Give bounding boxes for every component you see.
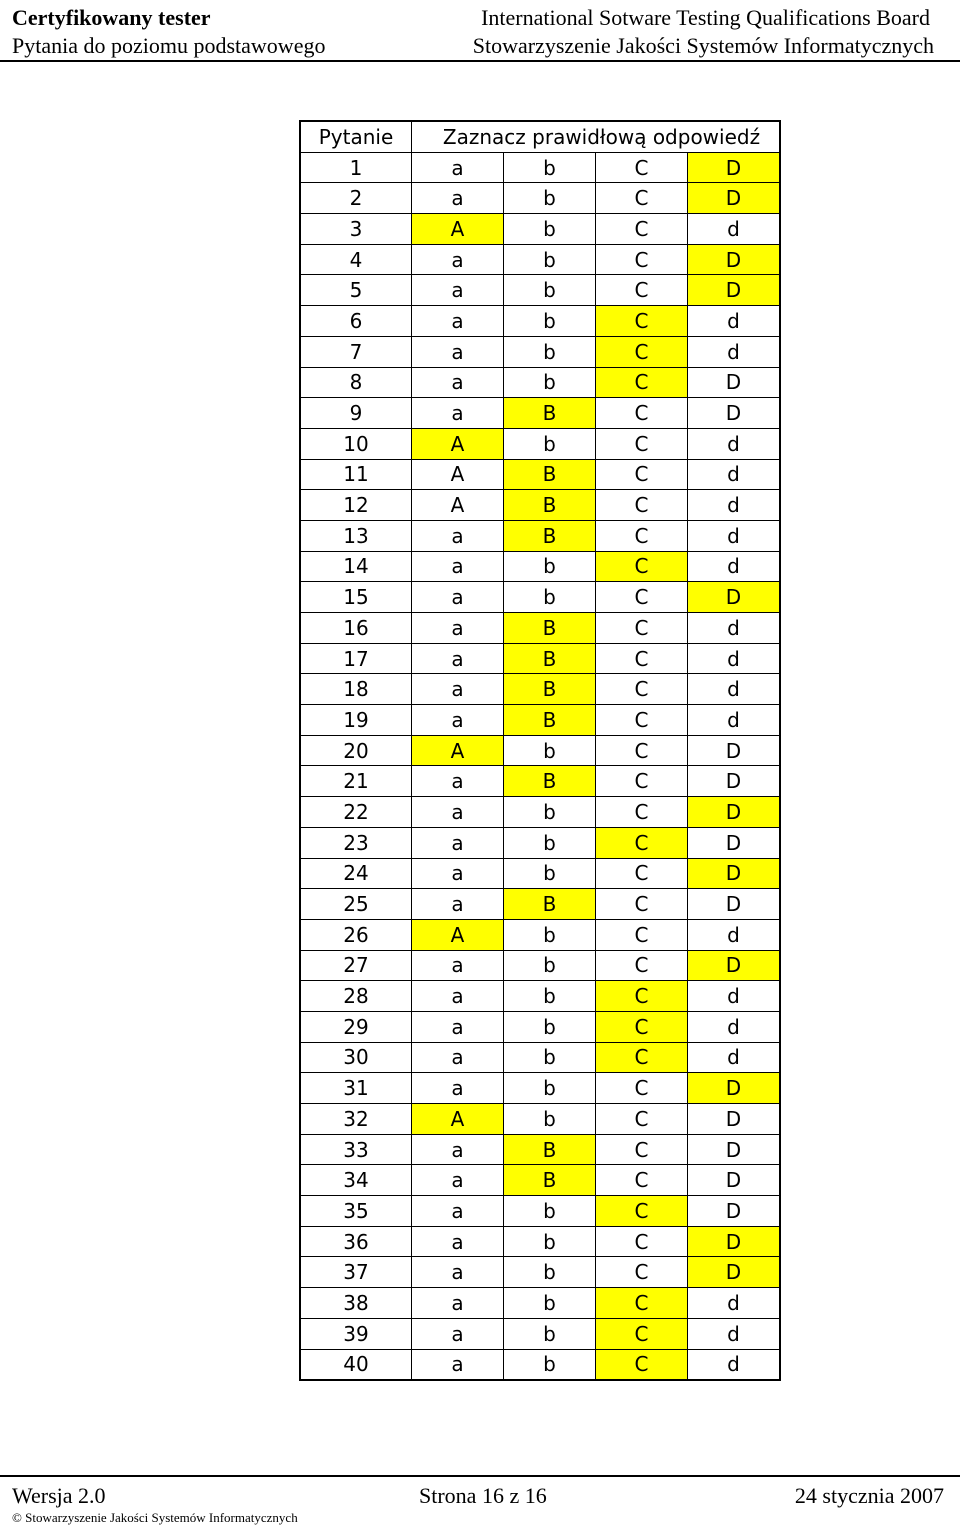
table-row <box>300 1011 780 1042</box>
table-row <box>300 459 780 490</box>
question-number: 2 <box>300 183 412 214</box>
answer-option: b <box>504 1011 596 1042</box>
answer-option-correct: B <box>504 643 596 674</box>
table-row <box>300 705 780 736</box>
answer-option: d <box>688 1318 781 1349</box>
answer-option: a <box>412 1318 504 1349</box>
answer-option-correct: D <box>688 1226 781 1257</box>
question-number: 4 <box>300 244 412 275</box>
question-number: 9 <box>300 398 412 429</box>
table-row <box>300 367 780 398</box>
question-number: 3 <box>300 214 412 245</box>
question-number: 33 <box>300 1134 412 1165</box>
answer-option-correct: C <box>596 306 688 337</box>
table-row <box>300 183 780 214</box>
question-number: 29 <box>300 1011 412 1042</box>
answer-option: C <box>596 766 688 797</box>
question-number: 18 <box>300 674 412 705</box>
answer-option: b <box>504 1318 596 1349</box>
answer-option-correct: B <box>504 1134 596 1165</box>
answer-option-correct: C <box>596 1288 688 1319</box>
answer-option: a <box>412 705 504 736</box>
answer-option: C <box>596 919 688 950</box>
page-footer <box>0 1475 960 1527</box>
answer-option-correct: C <box>596 367 688 398</box>
answer-option: b <box>504 551 596 582</box>
question-number: 28 <box>300 981 412 1012</box>
answer-option: a <box>412 1073 504 1104</box>
answer-option: a <box>412 152 504 183</box>
table-row <box>300 428 780 459</box>
answer-option: d <box>688 919 781 950</box>
answer-option: C <box>596 520 688 551</box>
answer-option-correct: D <box>688 275 781 306</box>
answer-option: C <box>596 674 688 705</box>
answer-option: b <box>504 858 596 889</box>
answer-option: D <box>688 889 781 920</box>
question-number: 26 <box>300 919 412 950</box>
answer-option: d <box>688 551 781 582</box>
answer-rows <box>300 152 780 1380</box>
answer-option-correct: C <box>596 551 688 582</box>
answer-option-correct: A <box>412 214 504 245</box>
answer-option: a <box>412 889 504 920</box>
table-row <box>300 244 780 275</box>
answer-option: C <box>596 1104 688 1135</box>
question-number: 31 <box>300 1073 412 1104</box>
answer-option: b <box>504 152 596 183</box>
answer-option: b <box>504 275 596 306</box>
table-row <box>300 981 780 1012</box>
answer-option-correct: C <box>596 336 688 367</box>
table-row <box>300 490 780 521</box>
table-row <box>300 398 780 429</box>
answer-option: d <box>688 214 781 245</box>
answer-option: d <box>688 1349 781 1380</box>
answer-option: a <box>412 1165 504 1196</box>
question-number: 30 <box>300 1042 412 1073</box>
answer-option: d <box>688 490 781 521</box>
question-number: 1 <box>300 152 412 183</box>
answer-option: b <box>504 919 596 950</box>
answer-option: b <box>504 1042 596 1073</box>
table-header-row <box>300 121 780 152</box>
question-number: 12 <box>300 490 412 521</box>
table-row <box>300 1196 780 1227</box>
answer-option: a <box>412 1257 504 1288</box>
table-row <box>300 1349 780 1380</box>
answer-option: C <box>596 1165 688 1196</box>
answer-option: D <box>688 766 781 797</box>
page-number: Strona 16 z 16 <box>419 1483 547 1508</box>
answer-option: a <box>412 336 504 367</box>
table-row <box>300 275 780 306</box>
answer-option-correct: C <box>596 981 688 1012</box>
answer-option: D <box>688 735 781 766</box>
doc-title: Certyfikowany tester <box>12 5 211 30</box>
answer-option: A <box>412 490 504 521</box>
answer-option-correct: B <box>504 613 596 644</box>
answer-option: b <box>504 367 596 398</box>
question-number: 25 <box>300 889 412 920</box>
answer-option: C <box>596 705 688 736</box>
answer-option-correct: C <box>596 1349 688 1380</box>
table-row <box>300 520 780 551</box>
doc-subtitle: Pytania do poziomu podstawowego <box>12 33 326 58</box>
question-number: 35 <box>300 1196 412 1227</box>
answer-option: d <box>688 643 781 674</box>
answer-option: a <box>412 582 504 613</box>
answer-option: d <box>688 981 781 1012</box>
answer-key-table <box>299 120 781 1381</box>
answer-option: a <box>412 950 504 981</box>
answer-option: C <box>596 797 688 828</box>
answer-option: b <box>504 1226 596 1257</box>
answer-option: D <box>688 398 781 429</box>
answer-option: a <box>412 797 504 828</box>
answer-option: b <box>504 1288 596 1319</box>
answer-option-correct: B <box>504 490 596 521</box>
answer-option: a <box>412 1196 504 1227</box>
table-row <box>300 551 780 582</box>
question-number: 32 <box>300 1104 412 1135</box>
answer-option: C <box>596 1257 688 1288</box>
answer-option-correct: A <box>412 919 504 950</box>
answer-option: D <box>688 1134 781 1165</box>
answer-option: C <box>596 214 688 245</box>
answer-option: a <box>412 306 504 337</box>
answer-option-correct: B <box>504 674 596 705</box>
table-row <box>300 766 780 797</box>
question-number: 13 <box>300 520 412 551</box>
answer-option: C <box>596 889 688 920</box>
answer-option: d <box>688 1288 781 1319</box>
answer-option: d <box>688 459 781 490</box>
question-number: 19 <box>300 705 412 736</box>
table-row <box>300 1165 780 1196</box>
table-row <box>300 1104 780 1135</box>
answer-option-correct: D <box>688 183 781 214</box>
question-number: 6 <box>300 306 412 337</box>
table-row <box>300 1288 780 1319</box>
answer-option: a <box>412 275 504 306</box>
answer-option: b <box>504 981 596 1012</box>
answer-option: d <box>688 520 781 551</box>
answer-option-correct: B <box>504 705 596 736</box>
table-row <box>300 1257 780 1288</box>
answer-option: b <box>504 428 596 459</box>
table-row <box>300 735 780 766</box>
question-number: 14 <box>300 551 412 582</box>
answer-option: C <box>596 582 688 613</box>
question-number: 23 <box>300 827 412 858</box>
table-row <box>300 919 780 950</box>
table-row <box>300 643 780 674</box>
answer-option-correct: D <box>688 950 781 981</box>
answer-option: b <box>504 183 596 214</box>
question-number: 21 <box>300 766 412 797</box>
answer-option: D <box>688 1196 781 1227</box>
question-number: 10 <box>300 428 412 459</box>
table-row <box>300 1042 780 1073</box>
question-number: 7 <box>300 336 412 367</box>
table-row <box>300 1318 780 1349</box>
answer-option-correct: B <box>504 459 596 490</box>
question-number: 11 <box>300 459 412 490</box>
answer-option: C <box>596 459 688 490</box>
answer-option-correct: D <box>688 1257 781 1288</box>
answer-option: D <box>688 827 781 858</box>
answer-option-correct: D <box>688 858 781 889</box>
answer-option-correct: B <box>504 1165 596 1196</box>
answer-option: C <box>596 858 688 889</box>
table-row <box>300 336 780 367</box>
answer-option-correct: C <box>596 1318 688 1349</box>
copyright-notice: © Stowarzyszenie Jakości Systemów Informatycznych <box>12 1510 298 1525</box>
answer-option-correct: B <box>504 398 596 429</box>
table-row <box>300 306 780 337</box>
answer-option: b <box>504 1349 596 1380</box>
table-row <box>300 613 780 644</box>
answer-option: C <box>596 152 688 183</box>
answer-option: C <box>596 244 688 275</box>
answer-option: a <box>412 1134 504 1165</box>
document-date: 24 stycznia 2007 <box>794 1483 944 1508</box>
answer-option: b <box>504 336 596 367</box>
table-row <box>300 797 780 828</box>
answer-option: a <box>412 1226 504 1257</box>
answer-option: b <box>504 214 596 245</box>
table-row <box>300 858 780 889</box>
answer-option: C <box>596 643 688 674</box>
table-row <box>300 214 780 245</box>
question-number: 17 <box>300 643 412 674</box>
question-number: 38 <box>300 1288 412 1319</box>
answer-option: C <box>596 950 688 981</box>
answer-option: C <box>596 398 688 429</box>
question-number: 5 <box>300 275 412 306</box>
answer-option: a <box>412 827 504 858</box>
answer-option: a <box>412 1288 504 1319</box>
answer-option-correct: C <box>596 827 688 858</box>
answer-option: d <box>688 705 781 736</box>
answer-option: C <box>596 490 688 521</box>
answer-option: b <box>504 735 596 766</box>
answer-option: a <box>412 643 504 674</box>
table-row <box>300 1134 780 1165</box>
table-row <box>300 1073 780 1104</box>
answer-option: D <box>688 1104 781 1135</box>
answer-option: C <box>596 735 688 766</box>
answer-option: C <box>596 183 688 214</box>
answer-option: b <box>504 306 596 337</box>
answer-option: a <box>412 1349 504 1380</box>
version-label: Wersja 2.0 <box>12 1483 106 1508</box>
answer-option: b <box>504 1196 596 1227</box>
answer-option: a <box>412 183 504 214</box>
answer-option: d <box>688 306 781 337</box>
answer-option-correct: C <box>596 1011 688 1042</box>
answer-option: b <box>504 244 596 275</box>
question-number: 8 <box>300 367 412 398</box>
page-header <box>0 0 960 62</box>
answer-option: d <box>688 336 781 367</box>
answer-option: C <box>596 275 688 306</box>
question-number: 40 <box>300 1349 412 1380</box>
answer-option-correct: B <box>504 520 596 551</box>
answer-option: D <box>688 1165 781 1196</box>
answer-option: A <box>412 459 504 490</box>
answer-option: a <box>412 244 504 275</box>
question-number: 15 <box>300 582 412 613</box>
answer-option: a <box>412 398 504 429</box>
column-header-question: Pytanie <box>300 121 412 152</box>
question-number: 16 <box>300 613 412 644</box>
answer-option-correct: D <box>688 152 781 183</box>
table-row <box>300 1226 780 1257</box>
answer-option: d <box>688 428 781 459</box>
answer-option: C <box>596 1134 688 1165</box>
answer-option: d <box>688 613 781 644</box>
answer-option: a <box>412 520 504 551</box>
answer-option-correct: D <box>688 582 781 613</box>
question-number: 39 <box>300 1318 412 1349</box>
answer-option: C <box>596 1073 688 1104</box>
answer-option: C <box>596 1226 688 1257</box>
answer-option: C <box>596 428 688 459</box>
question-number: 37 <box>300 1257 412 1288</box>
answer-option: C <box>596 613 688 644</box>
answer-option-correct: C <box>596 1042 688 1073</box>
answer-option: D <box>688 367 781 398</box>
answer-option-correct: D <box>688 1073 781 1104</box>
answer-option-correct: A <box>412 1104 504 1135</box>
answer-option: a <box>412 367 504 398</box>
answer-option-correct: B <box>504 766 596 797</box>
answer-option: b <box>504 582 596 613</box>
answer-option: a <box>412 981 504 1012</box>
answer-option-correct: C <box>596 1196 688 1227</box>
answer-option: d <box>688 674 781 705</box>
answer-option: b <box>504 827 596 858</box>
answer-option: b <box>504 797 596 828</box>
column-header-answer: Zaznacz prawidłową odpowiedź <box>412 121 781 152</box>
answer-option-correct: D <box>688 244 781 275</box>
table-row <box>300 152 780 183</box>
answer-option-correct: A <box>412 735 504 766</box>
table-row <box>300 889 780 920</box>
question-number: 24 <box>300 858 412 889</box>
table-row <box>300 582 780 613</box>
org-name-sjsi: Stowarzyszenie Jakości Systemów Informatycznych <box>472 33 934 58</box>
answer-option: a <box>412 1042 504 1073</box>
answer-option-correct: D <box>688 797 781 828</box>
question-number: 27 <box>300 950 412 981</box>
question-number: 22 <box>300 797 412 828</box>
question-number: 20 <box>300 735 412 766</box>
answer-option: a <box>412 858 504 889</box>
answer-option: d <box>688 1011 781 1042</box>
answer-option: a <box>412 674 504 705</box>
answer-option-correct: B <box>504 889 596 920</box>
answer-option: d <box>688 1042 781 1073</box>
answer-option-correct: A <box>412 428 504 459</box>
answer-option: a <box>412 1011 504 1042</box>
table-row <box>300 674 780 705</box>
answer-option: a <box>412 613 504 644</box>
answer-option: a <box>412 766 504 797</box>
org-name-istqb: International Sotware Testing Qualifications Board <box>481 5 930 30</box>
question-number: 34 <box>300 1165 412 1196</box>
answer-option: b <box>504 1257 596 1288</box>
question-number: 36 <box>300 1226 412 1257</box>
answer-option: a <box>412 551 504 582</box>
table-row <box>300 950 780 981</box>
table-row <box>300 827 780 858</box>
answer-option: b <box>504 1073 596 1104</box>
answer-option: b <box>504 950 596 981</box>
answer-option: b <box>504 1104 596 1135</box>
